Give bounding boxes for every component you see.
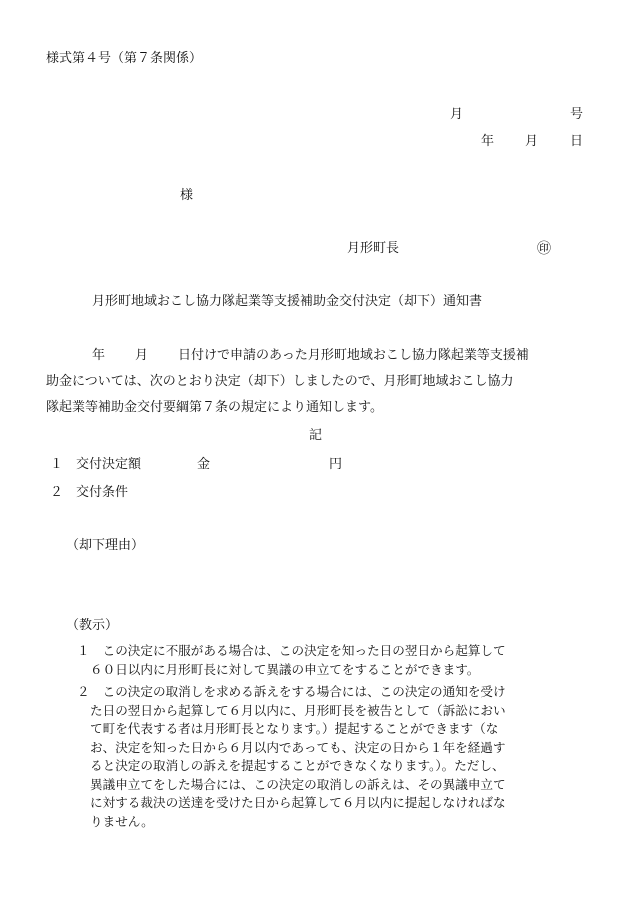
instruction-2-line: この決定の取消しを求める訴えをする場合には、この決定の通知を受け: [90, 684, 506, 699]
instruction-2-line: た日の翌日から起算して６月以内に、月形町長を被告として（訴訟におい: [90, 702, 506, 718]
instruction-item-2: [77, 683, 590, 831]
instruction-2-line: ると決定の取消しの訴えを提起することができなくなります。）。ただし、: [90, 758, 505, 773]
instruction-2-line: りません。: [90, 813, 154, 829]
document-number-go: 号: [570, 107, 584, 122]
addressee-sama: 様: [180, 188, 194, 203]
issuer: 月形町長: [347, 241, 400, 256]
item-2-label: 交付条件: [76, 485, 129, 500]
rejection-reason-heading: （却下理由）: [66, 538, 145, 553]
instruction-2-line: て町を代表する者は月形町長となります。）提起することができます（な: [90, 721, 499, 736]
seal-mark: ㊞: [537, 241, 551, 257]
body-text-line-2: 助金については、次のとおり決定（却下）しましたので、月形町地域おこし協力: [46, 374, 514, 389]
instruction-item-1: [77, 642, 590, 679]
form-number: 様式第４号（第７条関係）: [46, 51, 203, 66]
date-month: 月: [525, 134, 539, 149]
instruction-2-line: 異議申立てをした場合には、この決定の取消しの訴えは、その異議申立て: [90, 776, 506, 792]
body-text-line-3: 隊起業等補助金交付要綱第７条の規定により通知します。: [46, 400, 383, 415]
instruction-1-line: ６０日以内に月形町長に対して異議の申立てをすることができます。: [90, 661, 480, 677]
instruction-2-number: ２: [77, 684, 90, 699]
instruction-heading: （教示）: [66, 618, 119, 633]
document-number-month: 月: [450, 107, 464, 122]
item-1-en: 円: [329, 457, 343, 472]
body-month: 月: [135, 348, 149, 363]
item-1-kin: 金: [197, 457, 211, 472]
date-day: 日: [570, 134, 584, 149]
instruction-2-line: お、決定を知った日から６月以内であっても、決定の日から１年を経過す: [90, 739, 506, 755]
ki-heading: 記: [309, 428, 323, 443]
item-1-number: １: [50, 457, 64, 472]
document-title: 月形町地域おこし協力隊起業等支援補助金交付決定（却下）通知書: [92, 294, 483, 309]
item-2-number: ２: [50, 485, 64, 500]
instruction-1-line: この決定に不服がある場合は、この決定を知った日の翌日から起算して: [90, 643, 506, 658]
instruction-1-number: １: [77, 643, 90, 658]
body-text-line-1: 日付けで申請のあった月形町地域おこし協力隊起業等支援補: [178, 348, 529, 363]
item-1-label: 交付決定額: [76, 457, 142, 472]
body-year: 年: [92, 348, 106, 363]
instruction-2-line: に対する裁決の送達を受けた日から起算して６月以内に提起しなければな: [90, 795, 506, 810]
date-year: 年: [481, 134, 495, 149]
